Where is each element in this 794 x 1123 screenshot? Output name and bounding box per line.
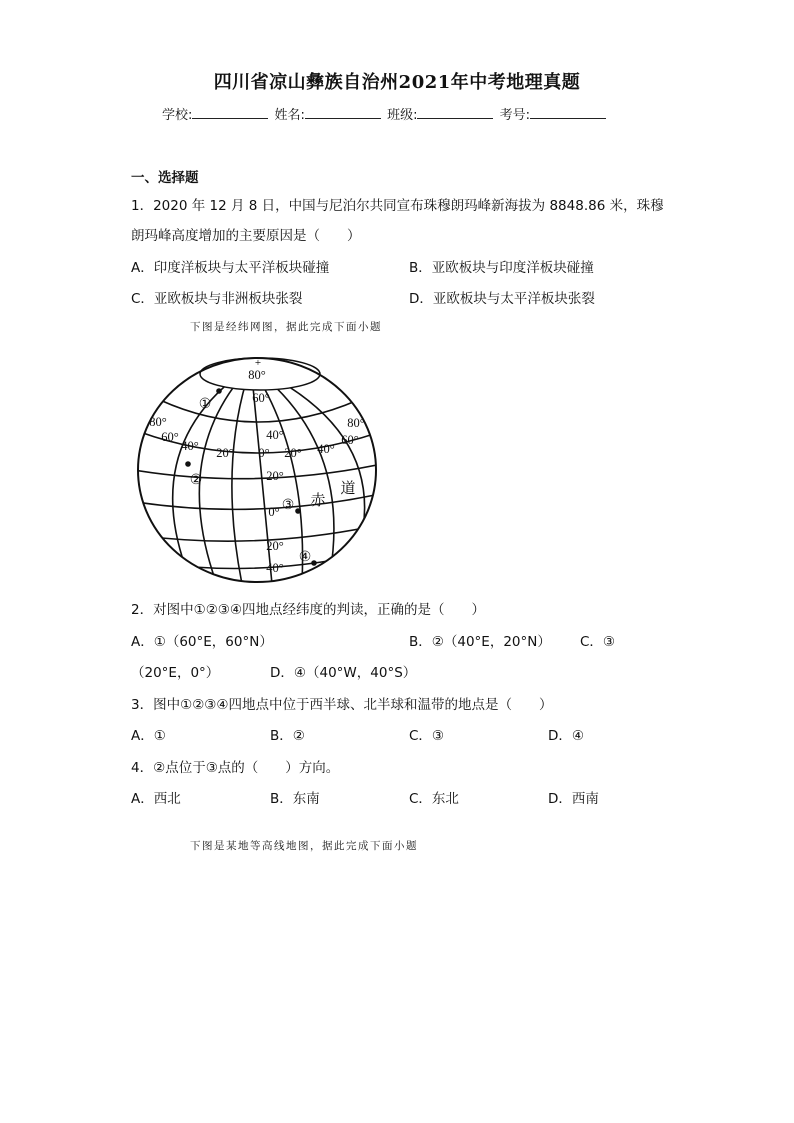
q3-option-a[interactable]: A．①	[131, 728, 166, 744]
lon-label: 0°	[258, 446, 270, 460]
parallel-20s	[144, 526, 374, 541]
point-2-dot	[185, 461, 191, 467]
school-blank[interactable]	[192, 106, 268, 119]
q1-stem-line2: 朗玛峰高度增加的主要原因是（ ）	[131, 228, 361, 244]
lon-label: 20°	[216, 446, 234, 460]
q4-stem: 4．②点位于③点的（ ）方向。	[131, 760, 340, 776]
q2-option-c[interactable]: C．③	[580, 634, 616, 650]
school-label: 学校:	[162, 108, 193, 123]
left-lat-label: 80°	[149, 415, 167, 429]
q3-stem: 3．图中①②③④四地点中位于西半球、北半球和温带的地点是（ ）	[131, 697, 553, 713]
q1-option-c[interactable]: C．亚欧板块与非洲板块张裂	[131, 291, 303, 307]
q2-option-b[interactable]: B．②（40°E，20°N）	[409, 634, 551, 650]
graticule-globe-figure	[130, 352, 385, 584]
lat-label: 40°	[266, 428, 284, 442]
class-label: 班级:	[387, 108, 418, 123]
svg-text:+: +	[254, 357, 262, 369]
q1-stem-line1: 1．2020 年 12 月 8 日，中国与尼泊尔共同宣布珠穆朗玛峰新海拔为 8848.86 米，珠穆	[131, 198, 664, 214]
point-2-label: ②	[189, 473, 203, 488]
lat-label: 80°	[248, 368, 266, 382]
left-lat-label: 40°	[181, 439, 199, 453]
lat-label: 40°	[266, 561, 284, 575]
lat-label: 20°	[266, 469, 284, 483]
point-4-label: ④	[298, 550, 312, 565]
q4-option-d[interactable]: D．西南	[548, 791, 599, 807]
left-lat-label: 60°	[161, 430, 179, 444]
q4-option-c[interactable]: C．东北	[409, 791, 459, 807]
right-lat-label: 80°	[347, 416, 365, 430]
parallel-40s	[164, 556, 356, 569]
point-1-dot	[216, 388, 222, 394]
section-heading: 一、选择题	[131, 170, 199, 186]
parallel-20n	[134, 464, 382, 479]
page-title: 四川省凉山彝族自治州2021年中考地理真题	[213, 72, 581, 93]
number-blank[interactable]	[530, 106, 606, 119]
q4-option-a[interactable]: A．西北	[131, 791, 181, 807]
q2-option-c-continued[interactable]: （20°E，0°）	[131, 665, 220, 681]
point-3-label: ③	[281, 498, 295, 513]
class-blank[interactable]	[417, 106, 493, 119]
q3-option-d[interactable]: D．④	[548, 728, 584, 744]
q4-option-b[interactable]: B．东南	[270, 791, 320, 807]
meridian-w60	[173, 366, 251, 574]
name-label: 姓名:	[274, 108, 305, 123]
q2-stem: 2．对图中①②③④四地点经纬度的判读，正确的是（ ）	[131, 602, 485, 618]
equator-label-char1: 赤	[310, 493, 326, 509]
q3-option-c[interactable]: C．③	[409, 728, 445, 744]
q1-option-b[interactable]: B．亚欧板块与印度洋板块碰撞	[409, 260, 594, 276]
point-3-dot	[295, 508, 301, 514]
right-lat-label: 40°	[317, 442, 335, 456]
number-label: 考号:	[499, 108, 530, 123]
q2-option-a[interactable]: A．①（60°E，60°N）	[131, 634, 273, 650]
point-4-dot	[311, 560, 317, 566]
equator-label-char2: 道	[340, 481, 356, 497]
q1-option-d[interactable]: D．亚欧板块与太平洋板块张裂	[409, 291, 595, 307]
lat-label: 20°	[266, 539, 284, 553]
q3-option-b[interactable]: B．②	[270, 728, 305, 744]
lon-label: 20°	[284, 446, 302, 460]
right-lat-label: 60°	[341, 433, 359, 447]
meridian-w20	[232, 366, 251, 584]
lat-label: 0°	[268, 505, 280, 519]
figure-caption-graticule: 下图是经纬网图，据此完成下面小题	[190, 321, 382, 333]
q2-option-d[interactable]: D．④（40°W，40°S）	[270, 665, 417, 681]
figure-caption-contour: 下图是某地等高线地图，据此完成下面小题	[190, 840, 418, 852]
student-info-line	[162, 104, 608, 123]
name-blank[interactable]	[305, 106, 381, 119]
q1-option-a[interactable]: A．印度洋板块与太平洋板块碰撞	[131, 260, 330, 276]
point-1-label: ①	[198, 397, 212, 412]
lat-label: 60°	[252, 391, 270, 405]
